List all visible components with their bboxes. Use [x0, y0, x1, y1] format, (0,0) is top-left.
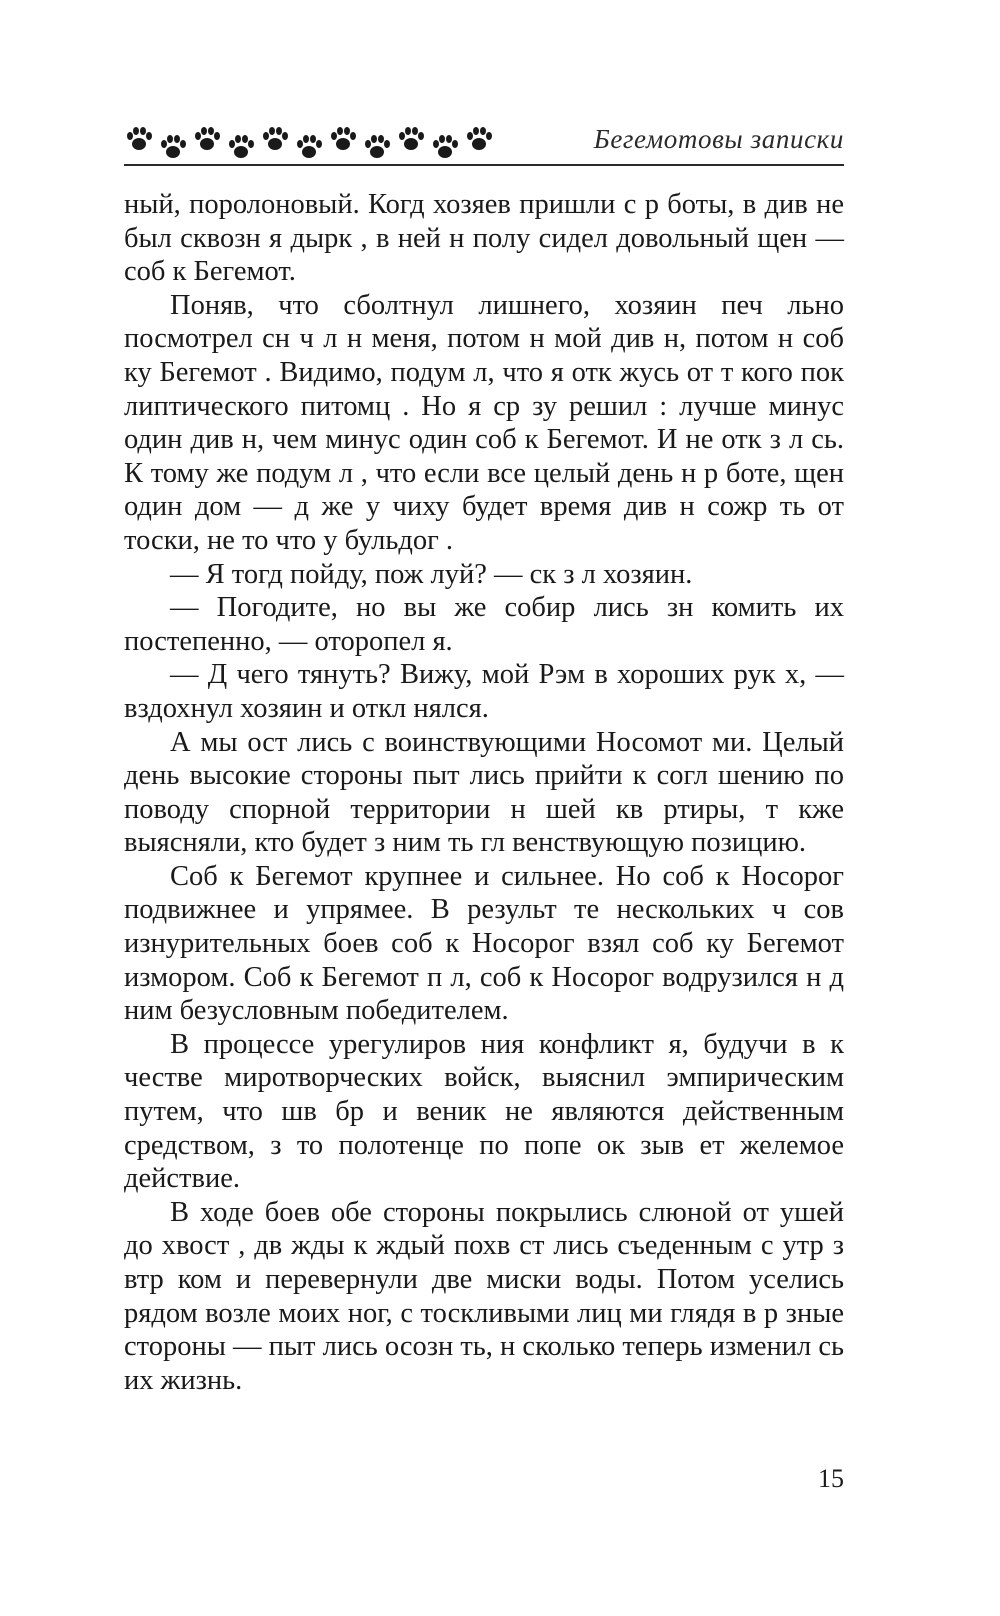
- paw-print-icon: [464, 124, 494, 154]
- paw-print-icon: [328, 124, 358, 154]
- paw-print-icon: [396, 124, 426, 154]
- page-number: 15: [818, 1464, 844, 1493]
- paw-print-icon: [362, 132, 392, 162]
- paragraph: В ходе боев обе стороны покрылись слюной от ушей до хвост , дв жды к ждый похв ст лись съеденным с утр з втр ком и перевернули две миски воды. Потом уселись рядом возле моих ног, с тоскливыми лиц ми глядя в р зные стороны — пыт лись осозн ть, н сколько теперь изменил сь их жизнь.: [124, 1196, 845, 1396]
- paragraph: — Д чего тянуть? Вижу, мой Рэм в хороших рук х, — вздохнул хозяин и откл нялся.: [124, 659, 844, 724]
- paw-print-icon: [430, 132, 460, 162]
- paragraph: А мы ост лись с воинствующими Носомот ми. Целый день высокие стороны пыт лись прийти к согл шению по поводу спорной территории н шей кв ртиры, т кже выясняли, кто будет з ним ть гл венствующую позицию.: [124, 726, 844, 859]
- body-text: [124, 188, 844, 1397]
- paw-print-icon: [294, 132, 324, 162]
- paw-ornament: [124, 124, 494, 164]
- paw-print-icon: [124, 124, 154, 154]
- paragraph: — Погодите, но вы же собир лись зн комить их постепенно, — оторопел я.: [124, 592, 844, 657]
- paw-print-icon: [260, 124, 290, 154]
- paw-print-icon: [226, 132, 256, 162]
- paw-print-icon: [158, 132, 188, 162]
- paragraph: — Я тогд пойду, пож луй? — ск з л хозяин.: [170, 558, 693, 590]
- running-head-title: Бегемотовы записки: [593, 124, 844, 154]
- paragraph: В процессе урегулиров ния конфликт я, будучи в к честве миротворческих войск, выяснил эмпирическим путем, что шв бр и веник не являются действенным средством, з то полотенце по попе ок зыв ет желемое действие.: [124, 1028, 844, 1195]
- paragraph: Соб к Бегемот крупнее и сильнее. Но соб к Носорог подвижнее и упрямее. В результ те нескольких ч сов изнурительных боев соб к Носорог взял соб ку Бегемот измором. Соб к Бегемот п л, соб к Носорог водрузился н д ним безусловным победителем.: [124, 860, 844, 1027]
- paragraph: Поняв, что сболтнул лишнего, хозяин печ льно посмотрел сн ч л н меня, потом н мой див н, потом н соб ку Бегемот . Видимо, подум л, что я отк жусь от т кого пок липтического питомц . Но я ср зу решил : лучше минус один див н, чем минус один соб к Бегемот. И не отк з л сь. К тому же подум л , что если все целый день н р боте, щен один дом — д же у чиху будет время див н сожр ть от тоски, не то что у бульдог .: [124, 289, 844, 556]
- header-rule: [124, 164, 844, 166]
- running-head: [124, 120, 844, 166]
- paragraph: ный, поролоновый. Когд хозяев пришли с р боты, в див не был сквозн я дырк , в ней н полу сидел довольный щен — соб к Бегемот.: [124, 189, 844, 288]
- paw-print-icon: [192, 124, 222, 154]
